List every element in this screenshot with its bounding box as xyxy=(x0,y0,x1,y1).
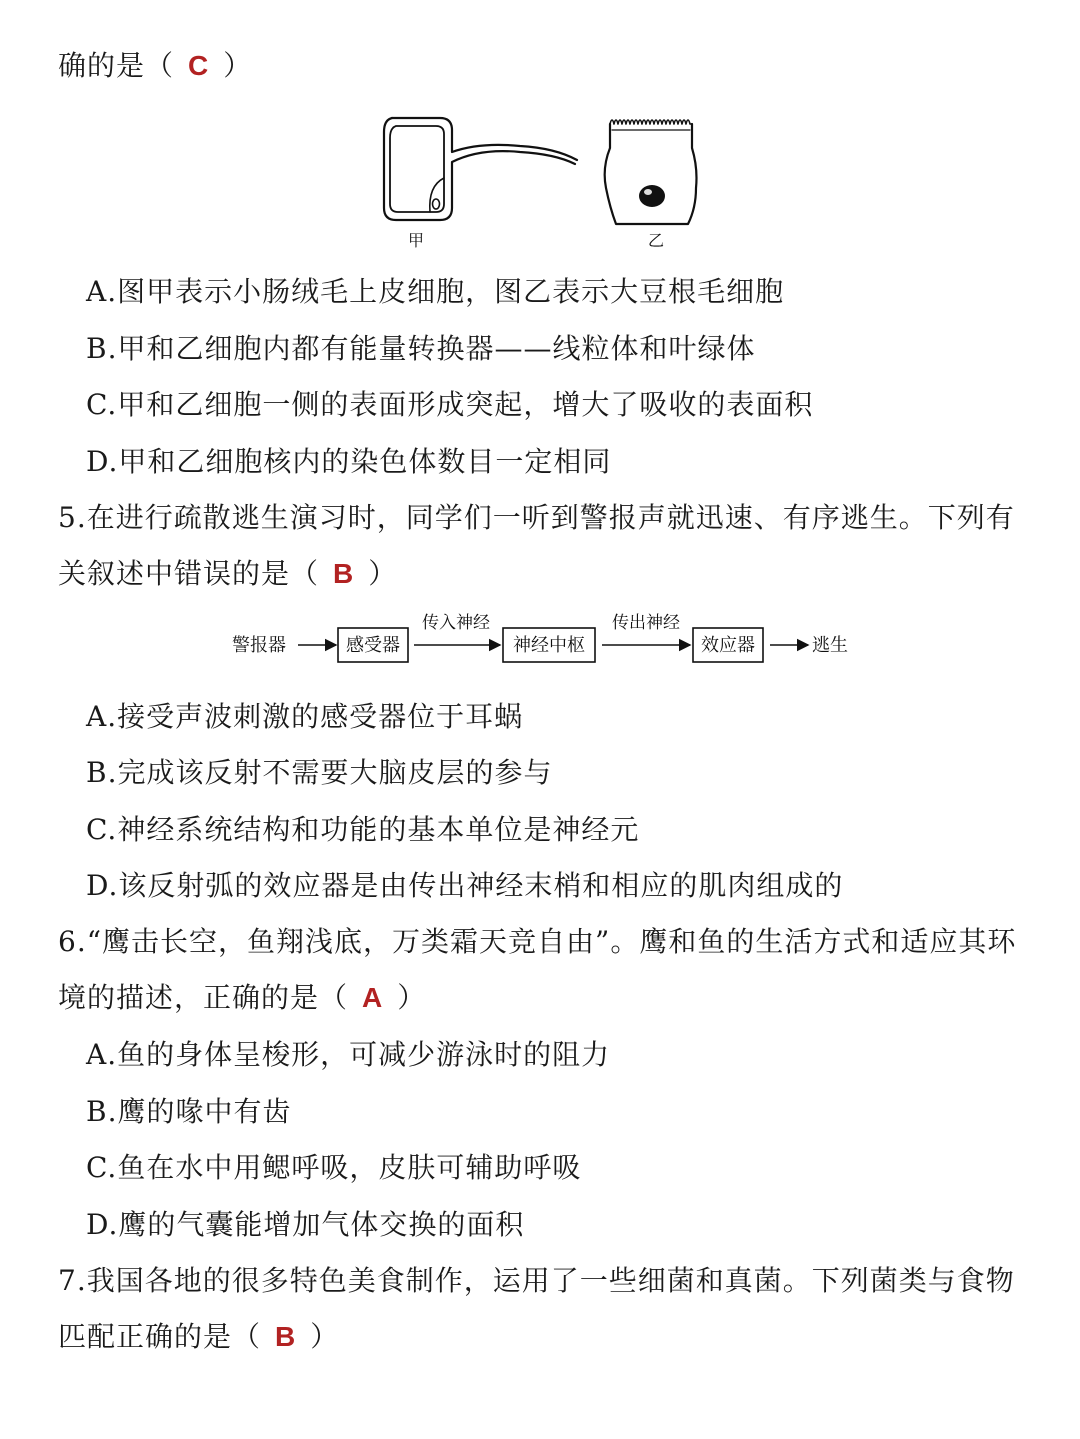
label-jia: 甲 xyxy=(407,231,425,250)
q6-option-a: A.鱼的身体呈梭形，可减少游泳时的阻力 xyxy=(86,1038,611,1071)
q4-option-d: D.甲和乙细胞核内的染色体数目一定相同 xyxy=(86,445,612,478)
q5-option-c: C.神经系统结构和功能的基本单位是神经元 xyxy=(86,813,640,846)
flow-box2-label: 神经中枢 xyxy=(513,635,585,656)
q6-close-paren: ） xyxy=(397,981,427,1014)
q4-stem-text: 确的是（ xyxy=(58,49,175,82)
flow-start: 警报器 xyxy=(232,635,286,656)
q7-answer: B xyxy=(275,1321,297,1352)
q5-answer: B xyxy=(333,558,355,589)
cell-figure xyxy=(370,108,710,254)
q5-stem-text: 关叙述中错误的是（ xyxy=(58,557,320,590)
q5-option-a: A.接受声波刺激的感受器位于耳蜗 xyxy=(86,700,524,733)
q5-stem-line1: 5.在进行疏散逃生演习时，同学们一听到警报声就迅速、有序逃生。下列有 xyxy=(58,501,1015,534)
q6-stem-line2 xyxy=(58,978,426,1018)
nucleus-drawing xyxy=(639,185,665,207)
q6-stem-text: 境的描述，正确的是（ xyxy=(58,981,349,1014)
q4-option-c: C.甲和乙细胞一侧的表面形成突起，增大了吸收的表面积 xyxy=(86,388,814,421)
q4-option-a: A.图甲表示小肠绒毛上皮细胞，图乙表示大豆根毛细胞 xyxy=(86,275,785,308)
q7-close-paren: ） xyxy=(310,1320,340,1353)
flow-box3-label: 效应器 xyxy=(701,635,755,656)
q6-option-d: D.鹰的气囊能增加气体交换的面积 xyxy=(86,1208,525,1241)
epithelial-cell-drawing xyxy=(605,120,697,224)
root-hair-cell-drawing xyxy=(384,118,577,220)
label-yi: 乙 xyxy=(647,231,665,250)
q6-stem-line1: 6.“鹰击长空，鱼翔浅底，万类霜天竞自由”。鹰和鱼的生活方式和适应其环 xyxy=(58,925,1017,958)
q5-close-paren: ） xyxy=(368,557,398,590)
q6-option-c: C.鱼在水中用鳃呼吸，皮肤可辅助呼吸 xyxy=(86,1151,582,1184)
q6-option-b: B.鹰的喙中有齿 xyxy=(86,1095,292,1128)
q5-option-b: B.完成该反射不需要大脑皮层的参与 xyxy=(86,756,553,789)
q4-stem-tail xyxy=(58,46,252,86)
q4-close-paren: ） xyxy=(223,49,253,82)
q4-option-b: B.甲和乙细胞内都有能量转换器——线粒体和叶绿体 xyxy=(86,332,756,365)
flow-end: 逃生 xyxy=(812,635,848,656)
q7-stem-line2 xyxy=(58,1317,339,1357)
q7-stem-line1: 7.我国各地的很多特色美食制作，运用了一些细菌和真菌。下列菌类与食物 xyxy=(58,1264,1015,1297)
q4-answer: C xyxy=(188,50,210,81)
flow-arrow1-label: 传入神经 xyxy=(422,613,490,633)
q6-answer: A xyxy=(362,982,384,1013)
q5-option-d: D.该反射弧的效应器是由传出神经末梢和相应的肌肉组成的 xyxy=(86,869,844,902)
flow-box1-label: 感受器 xyxy=(346,635,400,656)
q5-stem-line2 xyxy=(58,554,397,594)
q7-stem-text: 匹配正确的是（ xyxy=(58,1320,262,1353)
reflex-flow-diagram xyxy=(228,608,868,670)
flow-arrow2-label: 传出神经 xyxy=(612,613,680,633)
